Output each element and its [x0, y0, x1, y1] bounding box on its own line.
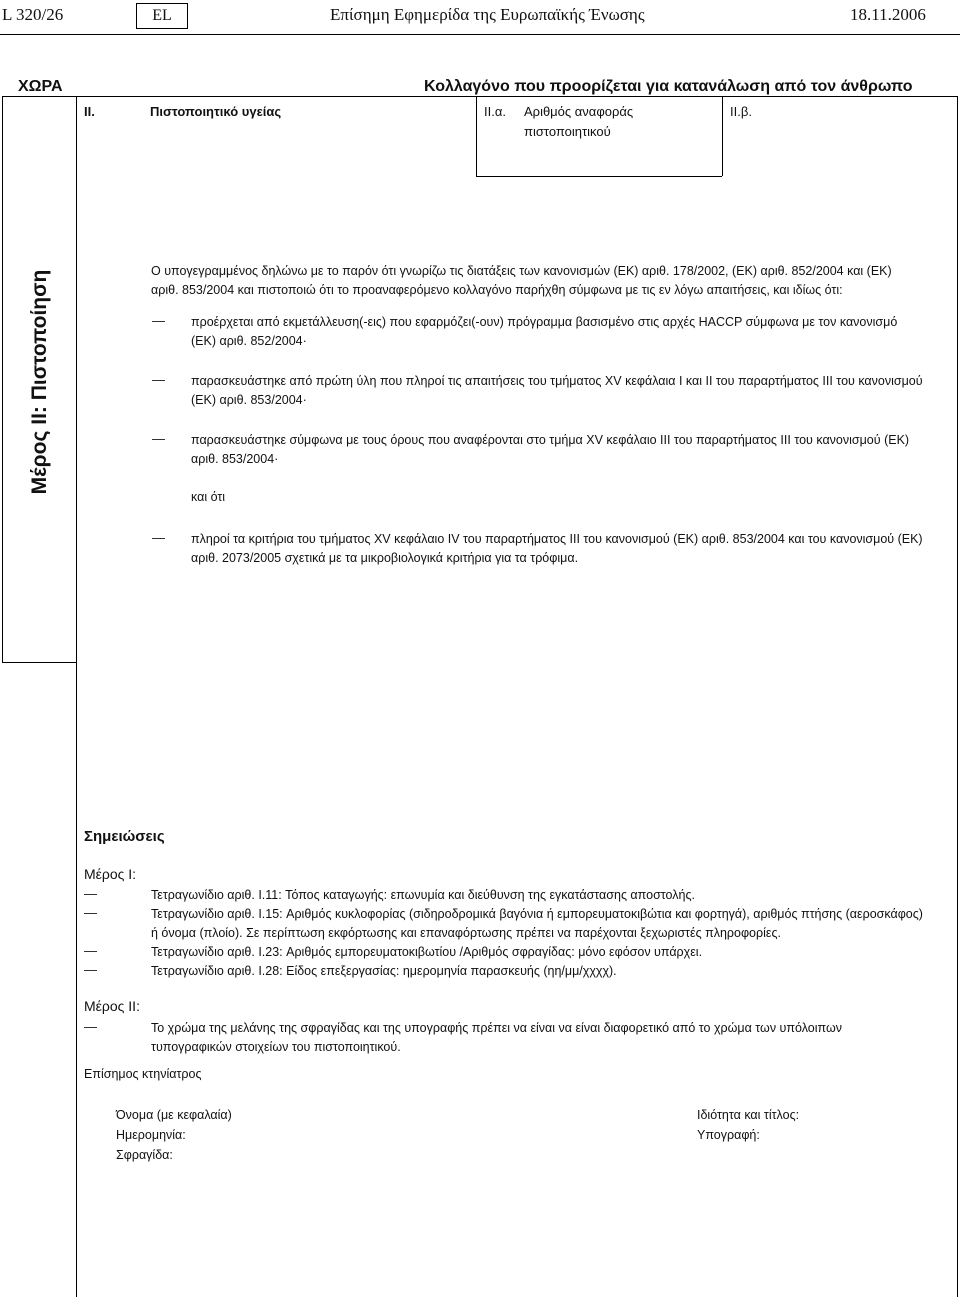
note-box-i15-line-2: ή όνομα (πλοίο). Σε περίπτωση εκφόρτωσης και επαναφόρτωσης πρέπει να παρέχονται ξεχωριστές πληροφορίες. — [151, 926, 781, 940]
note-box-i28: Τετραγωνίδιο αριθ. I.28: Είδος επεξεργασίας: ημερομηνία παρασκευής (ηη/μμ/χχχχ). — [151, 964, 617, 978]
bullet-dash: — — [152, 431, 165, 446]
certificate-title: Κολλαγόνο που προορίζεται για κατανάλωση από τον άνθρωπο — [424, 78, 913, 95]
bullet-1-line-2: (ΕΚ) αριθ. 852/2004· — [191, 334, 307, 348]
frame-top-line — [2, 96, 958, 97]
note-dash: — — [84, 905, 97, 920]
bullet-3-line-1: παρασκευάστηκε σύμφωνα με τους όρους που αναφέρονται στο τμήμα XV κεφάλαιο III του παραρτήματος III του κανονισμού (ΕΚ) — [191, 433, 910, 447]
frame-left-line — [2, 96, 3, 662]
note-box-i11: Τετραγωνίδιο αριθ. I.11: Τόπος καταγωγής: επωνυμία και διεύθυνση της εγκατάστασης αποστολής. — [151, 888, 695, 902]
date-label: Ημερομηνία: — [116, 1128, 186, 1142]
bullet-dash: — — [152, 372, 165, 387]
stamp-label: Σφραγίδα: — [116, 1148, 173, 1162]
note-dash: — — [84, 1019, 97, 1034]
header-rule — [0, 34, 960, 35]
note-ink-colour-line-1: Το χρώμα της μελάνης της σφραγίδας και της υπογραφής πρέπει να είναι να είναι διαφορετικό από το χρώμα των υπόλοιπων — [151, 1021, 842, 1035]
note-box-i23: Τετραγωνίδιο αριθ. I.23: Αριθμός εμπορευματοκιβωτίου /Αριθμός σφραγίδας: μόνο εφόσον υπάρχει. — [151, 945, 703, 959]
cell-divider-iib — [722, 96, 723, 176]
section-iia-label-1: Αριθμός αναφοράς — [524, 104, 634, 119]
bullet-4-line-1: πληροί τα κριτήρια του τμήματος XV κεφάλαιο IV του παραρτήματος III του κανονισμού (ΕΚ) αριθ. 853/2004 και του κανονισμού (ΕΚ) — [191, 532, 923, 546]
bullet-2-line-2: (ΕΚ) αριθ. 853/2004· — [191, 393, 307, 407]
publication-date: 18.11.2006 — [850, 5, 926, 24]
bullet-4-line-2: αριθ. 2073/2005 σχετικά με τα μικροβιολογικά κριτήρια για τα τρόφιμα. — [191, 551, 579, 565]
journal-title: Επίσημη Εφημερίδα της Ευρωπαϊκής Ένωσης — [330, 5, 645, 24]
frame-right-line — [957, 96, 958, 1297]
content-left-line — [76, 96, 77, 1297]
note-box-i15-line-1: Τετραγωνίδιο αριθ. I.15: Αριθμός κυκλοφορίας (σιδηροδρομικά βαγόνια ή εμπορευματοκιβώτια και φορτηγά), αριθμός πτήσης (αεροσκάφος) — [151, 907, 923, 921]
note-dash: — — [84, 943, 97, 958]
note-dash: — — [84, 886, 97, 901]
intro-line-1: Ο υπογεγραμμένος δηλώνω με το παρόν ότι γνωρίζω τις διατάξεις των κανονισμών (ΕΚ) αριθ. 178/2002, (ΕΚ) αριθ. 852/2004 και (ΕΚ) — [151, 264, 892, 278]
note-ink-colour-line-2: τυπογραφικών στοιχείων του πιστοποιητικού. — [151, 1040, 401, 1054]
note-dash: — — [84, 962, 97, 977]
country-label: ΧΩΡΑ — [18, 78, 63, 95]
notes-heading: Σημειώσεις — [84, 828, 165, 845]
section-ii-code: II. — [84, 104, 95, 119]
intro-line-2: αριθ. 853/2004 και πιστοποιώ ότι το προαναφερόμενο κολλαγόνο παρήχθη σύμφωνα με τις εν λόγω απαιτήσεις, και ιδίως ότι: — [151, 283, 843, 297]
cell-bottom-line — [476, 176, 722, 177]
page-reference: L 320/26 — [2, 5, 64, 24]
cell-divider-iia — [476, 96, 477, 176]
capacity-title-label: Ιδιότητα και τίτλος: — [697, 1108, 800, 1122]
signature-label: Υπογραφή: — [697, 1128, 760, 1142]
bullet-2-line-1: παρασκευάστηκε από πρώτη ύλη που πληροί τις απαιτήσεις του τμήματος XV κεφάλαια I και II του παραρτήματος III του κανονισμού — [191, 374, 923, 388]
and-that-text: και ότι — [191, 490, 226, 504]
bullet-dash: — — [152, 530, 165, 545]
part-ii-vertical-label: Μέρος II: Πιστοποίηση — [28, 269, 51, 495]
section-ii-title: Πιστοποιητικό υγείας — [150, 104, 282, 119]
section-iia-code: II.α. — [484, 104, 506, 119]
bullet-1-line-1: προέρχεται από εκμετάλλευση(-εις) που εφαρμόζει(-ουν) πρόγραμμα βασισμένο στις αρχές HACCP σύμφωνα με τον κανονισμό — [191, 315, 898, 329]
bullet-dash: — — [152, 313, 165, 328]
language-code-box: EL — [136, 3, 188, 29]
name-label: Όνομα (με κεφαλαία) — [116, 1108, 232, 1122]
section-iib-code: II.β. — [730, 104, 752, 119]
section-iia-label-2: πιστοποιητικού — [524, 124, 611, 139]
side-panel-bottom-line — [2, 662, 76, 663]
notes-part-ii-heading: Μέρος II: — [84, 998, 140, 1014]
official-veterinarian-label: Επίσημος κτηνίατρος — [84, 1067, 202, 1081]
notes-part-i-heading: Μέρος I: — [84, 866, 137, 882]
bullet-3-line-2: αριθ. 853/2004· — [191, 452, 279, 466]
